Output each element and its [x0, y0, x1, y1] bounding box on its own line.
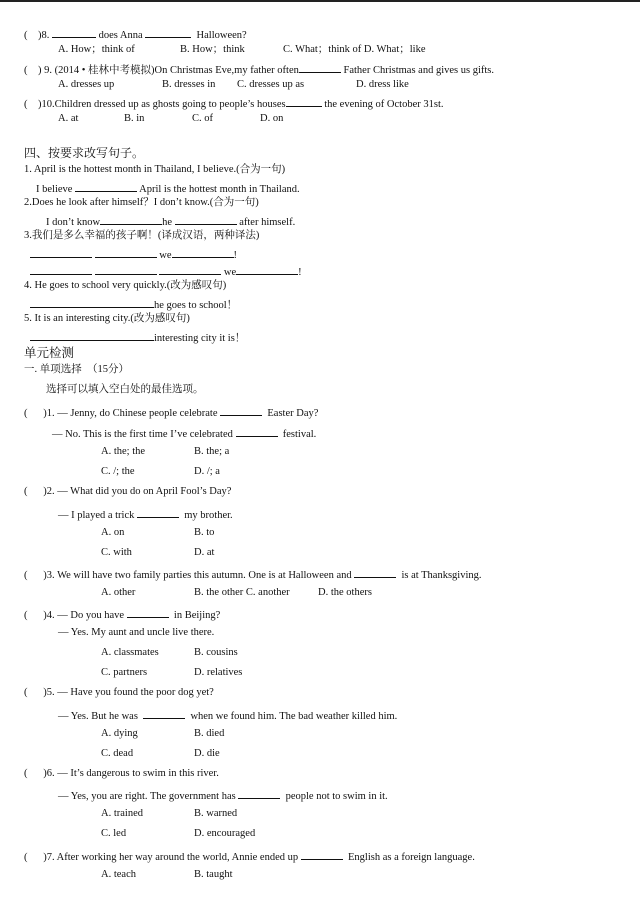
- question-text: Children dressed up as ghosts going to people’s houses: [54, 99, 286, 110]
- question-text: my brother.: [184, 510, 233, 521]
- option-c: C. partners: [101, 667, 148, 678]
- unit-question-3: [24, 568, 482, 582]
- answer-blank: [236, 265, 298, 275]
- answer-blank: [159, 265, 221, 275]
- question-text: — Do you have: [57, 610, 125, 621]
- question-8: [24, 28, 247, 42]
- option-b: B. warned: [194, 808, 238, 819]
- question-text: festival.: [282, 429, 317, 440]
- question-text: in Beijing?: [173, 610, 221, 621]
- option-b: B. the; a: [194, 446, 230, 457]
- answer-blank: [143, 709, 185, 719]
- answer-blank: [100, 215, 162, 225]
- answer-blank: [137, 508, 179, 518]
- question-text: Easter Day?: [267, 408, 319, 419]
- question-text: does Anna: [96, 30, 143, 41]
- option-a: A. dying: [101, 728, 138, 739]
- question-text: — It’s dangerous to swim in this river.: [57, 768, 219, 779]
- option-b: B. cousins: [194, 647, 238, 658]
- option-d: D. the others: [318, 587, 372, 598]
- question-text: — Yes. But he was: [58, 711, 138, 722]
- rewrite-3-answer-b: [30, 265, 302, 279]
- unit-question-5: [24, 688, 214, 699]
- question-number: ( )8.: [24, 30, 50, 41]
- rewrite-2-answer: [46, 215, 295, 229]
- rewrite-5-answer: [30, 331, 245, 345]
- option-d: D. relatives: [194, 667, 243, 678]
- question-text: We will have two family parties this autumn. One is at Halloween and: [57, 570, 352, 581]
- option-a: A. at: [58, 113, 79, 124]
- option-c: C. What；think of D. What；like: [283, 44, 426, 55]
- answer-blank: [30, 331, 92, 341]
- question-text: — I played a trick: [58, 510, 135, 521]
- option-c: C. dresses up as: [237, 79, 305, 90]
- question-text: people not to swim in it.: [285, 791, 388, 802]
- question-text: Father Christmas and gives us gifts.: [343, 65, 495, 76]
- option-a: A. classmates: [101, 647, 159, 658]
- option-d: D. /; a: [194, 466, 220, 477]
- question-number: ( )4.: [24, 610, 55, 621]
- option-b: B. dresses in: [162, 79, 216, 90]
- question-text: — No. This is the first time I’ve celebrated: [52, 429, 233, 440]
- answer-blank: [30, 248, 92, 258]
- question-number: ( ) 9.: [24, 65, 52, 76]
- option-d: D. at: [194, 547, 215, 558]
- question-text: the evening of October 31st.: [324, 99, 444, 110]
- answer-blank: [95, 265, 157, 275]
- unit-question-4-line2: — Yes. My aunt and uncle live there.: [58, 627, 215, 638]
- rewrite-1-answer: [36, 182, 300, 196]
- answer-blank: [286, 97, 322, 107]
- answer-text: April is the hottest month in Thailand.: [139, 184, 300, 195]
- answer-blank: [354, 568, 396, 578]
- instruction: 选择可以填入空白处的最佳选项。: [46, 384, 204, 395]
- question-number: ( )2.: [24, 486, 55, 497]
- question-text: — What did you do on April Fool’s Day?: [57, 486, 232, 497]
- option-a: A. How；think of: [58, 44, 135, 55]
- answer-blank: [172, 248, 234, 258]
- part-title: 一. 单项选择 （15分）: [24, 364, 129, 375]
- answer-text: he: [162, 217, 172, 228]
- question-text: when we found him. The bad weather killed him.: [190, 711, 398, 722]
- unit-test-title: 单元检测: [24, 346, 75, 360]
- question-10: [24, 97, 444, 111]
- option-a: A. other: [101, 587, 136, 598]
- option-c: C. led: [101, 828, 127, 839]
- rewrite-2: 2.Does he look after himself？I don’t know.(合为一句): [24, 197, 259, 208]
- answer-text: we: [223, 267, 237, 278]
- unit-question-5-line2: [58, 709, 397, 723]
- answer-blank: [30, 265, 92, 275]
- question-text: — Yes, you are right. The government has: [58, 791, 236, 802]
- answer-blank: [175, 215, 237, 225]
- unit-question-7: [24, 850, 475, 864]
- option-c: C. dead: [101, 748, 134, 759]
- question-text: — Jenny, do Chinese people celebrate: [57, 408, 218, 419]
- rewrite-4: 4. He goes to school very quickly.(改为感叹句): [24, 280, 227, 291]
- rewrite-3-answer-a: [30, 248, 237, 262]
- question-number: ( )1.: [24, 408, 55, 419]
- rewrite-5: 5. It is an interesting city.(改为感叹句): [24, 313, 190, 324]
- answer-blank: [75, 182, 137, 192]
- option-b: B. How；think: [180, 44, 245, 55]
- unit-question-6-line2: [58, 789, 388, 803]
- answer-text: we: [159, 250, 172, 261]
- unit-question-2-line2: [58, 508, 233, 522]
- answer-blank: [92, 331, 154, 341]
- answer-blank: [238, 789, 280, 799]
- question-text: (2014 • 桂林中考模拟)On Christmas Eve,my father often: [54, 65, 299, 76]
- answer-text: !: [298, 267, 302, 278]
- question-text: English as a foreign language.: [347, 852, 475, 863]
- answer-blank: [52, 28, 96, 38]
- answer-blank: [95, 248, 157, 258]
- answer-text: interesting city it is！: [154, 333, 246, 344]
- unit-question-2: [24, 487, 231, 498]
- rewrite-3: 3.我们是多么幸福的孩子啊！(译成汉语，两种译法): [24, 230, 260, 241]
- question-text: After working her way around the world, Annie ended up: [56, 852, 299, 863]
- answer-text: he goes to school！: [154, 300, 238, 311]
- option-a: A. the; the: [101, 446, 146, 457]
- unit-question-4: [24, 608, 220, 622]
- question-9: [24, 63, 494, 77]
- option-b: B. the other C. another: [194, 587, 290, 598]
- answer-blank: [236, 427, 278, 437]
- answer-text: after himself.: [239, 217, 296, 228]
- rewrite-4-answer: [30, 298, 237, 312]
- answer-blank: [92, 298, 154, 308]
- option-d: D. die: [194, 748, 220, 759]
- question-text: is at Thanksgiving.: [401, 570, 482, 581]
- option-b: B. died: [194, 728, 225, 739]
- option-d: D. on: [260, 113, 284, 124]
- answer-blank: [145, 28, 191, 38]
- option-b: B. to: [194, 527, 215, 538]
- answer-text: I don’t know: [46, 217, 101, 228]
- answer-text: I believe: [36, 184, 73, 195]
- unit-question-1-line2: [52, 427, 316, 441]
- question-number: ( )5.: [24, 687, 55, 698]
- rewrite-1: 1. April is the hottest month in Thailand, I believe.(合为一句): [24, 164, 286, 175]
- answer-blank: [127, 608, 169, 618]
- option-b: B. in: [124, 113, 145, 124]
- option-d: D. dress like: [356, 79, 409, 90]
- question-number: ( )6.: [24, 768, 55, 779]
- option-d: D. encouraged: [194, 828, 256, 839]
- answer-blank: [30, 298, 92, 308]
- option-c: C. /; the: [101, 466, 135, 477]
- unit-question-1: [24, 406, 318, 420]
- option-a: A. dresses up: [58, 79, 115, 90]
- answer-blank: [299, 63, 341, 73]
- section-title: 四、按要求改写句子。: [24, 146, 145, 160]
- answer-blank: [220, 406, 262, 416]
- question-number: ( )7.: [24, 852, 55, 863]
- top-rule: [0, 0, 640, 2]
- answer-text: !: [233, 250, 237, 261]
- question-number: ( )10.: [24, 99, 55, 110]
- option-c: C. of: [192, 113, 213, 124]
- question-text: Halloween?: [191, 30, 247, 41]
- option-c: C. with: [101, 547, 132, 558]
- answer-blank: [301, 850, 343, 860]
- unit-question-6: [24, 769, 219, 780]
- option-a: A. trained: [101, 808, 143, 819]
- option-a: A. teach: [101, 869, 136, 880]
- option-b: B. taught: [194, 869, 233, 880]
- option-a: A. on: [101, 527, 125, 538]
- question-text: — Have you found the poor dog yet?: [57, 687, 214, 698]
- question-number: ( )3.: [24, 570, 55, 581]
